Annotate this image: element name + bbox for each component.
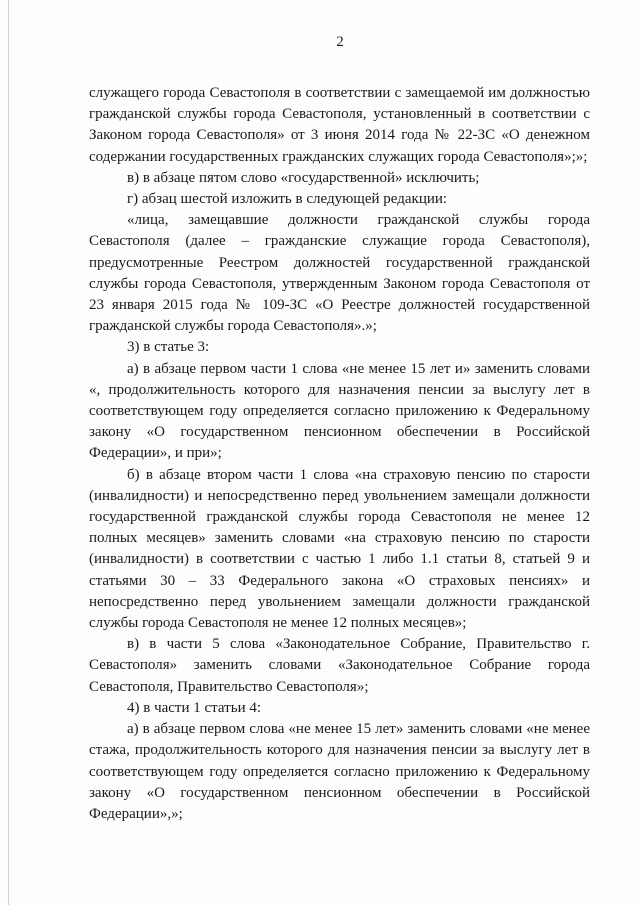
paragraph-item-a-article-3: а) в абзаце первом части 1 слова «не менее 15 лет и» заменить словами «, продолжительность которого для назначения пенсии за выслугу лет в соответствующем году определяется согласно приложению к Федеральному закону «О государственном пенсионном обеспечении в Российской Федерации», и при»; bbox=[89, 360, 590, 462]
paragraph-item-g: г) абзац шестой изложить в следующей редакции: bbox=[127, 191, 448, 208]
paragraph-item-v: в) в абзаце пятом слово «государственной» исключить; bbox=[127, 169, 480, 186]
paragraph-item-v-article-3: в) в части 5 слова «Законодательное Собрание, Правительство г. Севастополя» заменить словами «Законодательное Собрание города Севастополя, Правительство Севастополя»; bbox=[89, 636, 590, 695]
paragraph-quoted-definition: «лица, замещавшие должности гражданской службы города Севастополя (далее – гражданские служащие города Севастополя), предусмотренные Реестром должностей государственной гражданской службы города Севастополя, утвержденным Законом города Севастополя от 23 января 2015 года № 109-ЗС «О Реестре должностей государственной гражданской службы города Севастополя».»; bbox=[89, 212, 590, 335]
page-number: 2 bbox=[336, 34, 344, 50]
paragraph-item-a-article-4: а) в абзаце первом слова «не менее 15 лет» заменить словами «не менее стажа, продолжительность которого для назначения пенсии за выслугу лет в соответствующем году определяется согласно приложению к Федеральному закону «О государственном пенсионном обеспечении в Российской Федерации»,»; bbox=[89, 721, 590, 822]
paragraph-continuation: служащего города Севастополя в соответствии с замещаемой им должностью гражданской службы города Севастополя, установленный в соответствии с Законом города Севастополя» от 3 июня 2014 года № 22-ЗС «О денежном содержании государственных гражданских служащих города Севастополя»;»; bbox=[89, 85, 590, 165]
document-body bbox=[89, 83, 590, 825]
paragraph-item-b-article-3: б) в абзаце втором части 1 слова «на страховую пенсию по старости (инвалидности) и непосредственно перед увольнением замещали должности государственной гражданской службы города Севастополя не менее 12 полных месяцев» заменить словами «на страховую пенсию по старости (инвалидности) в соответствии с частью 1 либо 1.1 статьи 8, статьей 9 и статьями 30 – 33 Федерального закона «О страховых пенсиях» и непосредственно перед увольнением замещали должности гражданской службы города Севастополя не менее 12 полных месяцев»; bbox=[89, 466, 590, 632]
scan-edge-line bbox=[8, 0, 9, 905]
paragraph-point-3: 3) в статье 3: bbox=[127, 339, 210, 356]
paragraph-point-4: 4) в части 1 статьи 4: bbox=[127, 699, 262, 716]
